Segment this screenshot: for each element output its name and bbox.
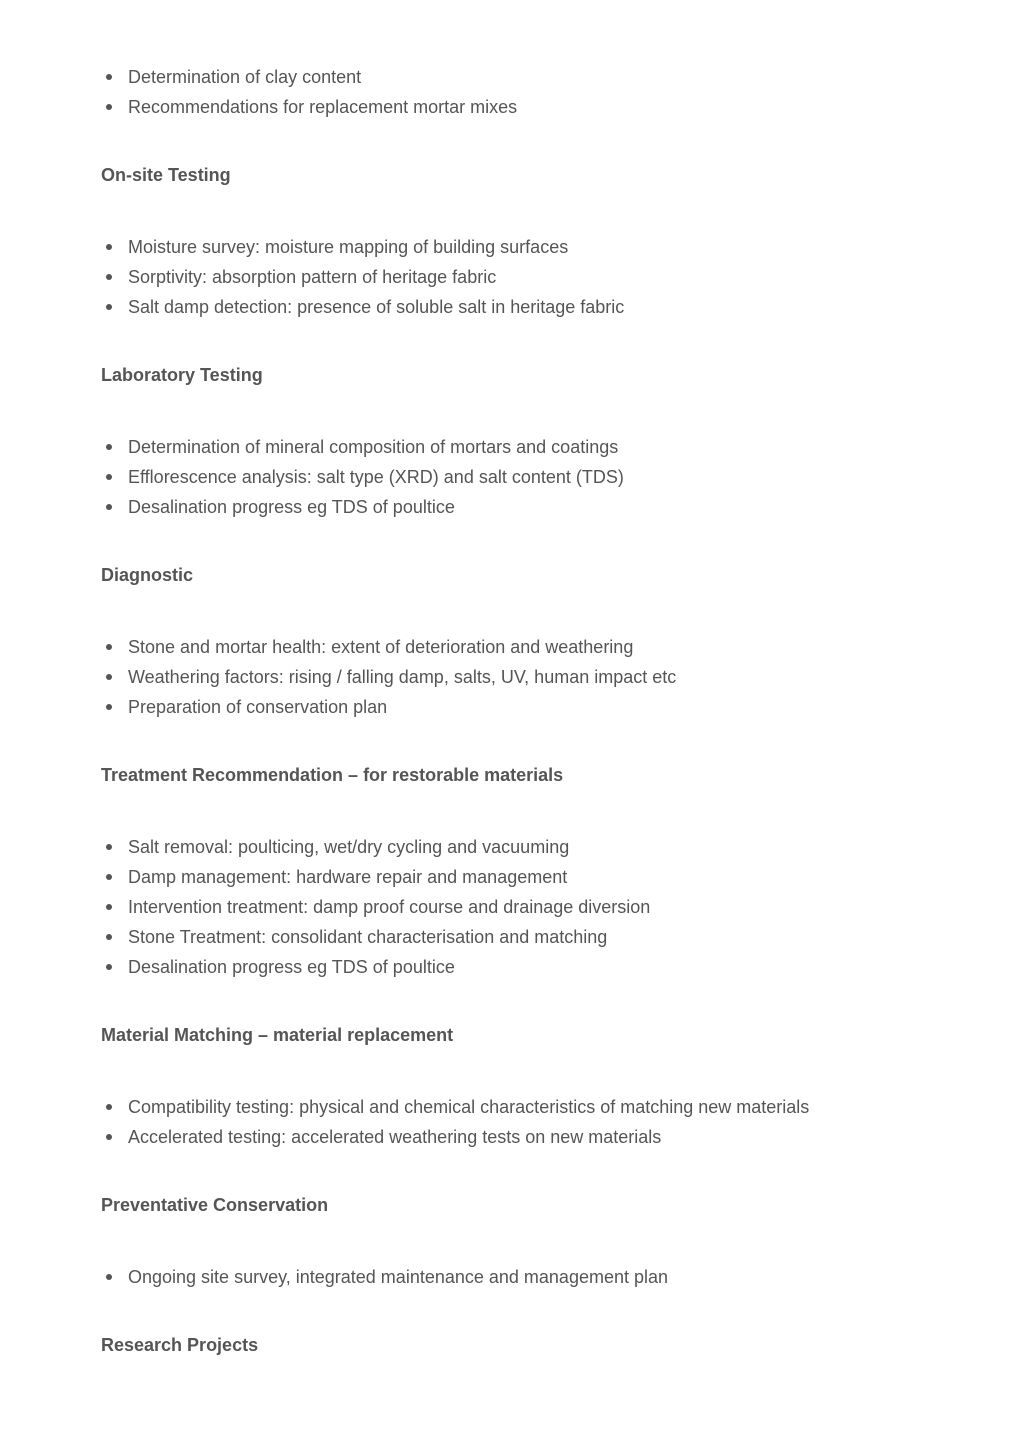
bullet-icon [106, 704, 112, 710]
list-item-text: Preparation of conservation plan [128, 697, 388, 717]
bullet-icon [106, 274, 112, 280]
section-heading-preventative-conservation: Preventative Conservation [101, 1195, 329, 1215]
list-item [101, 922, 981, 952]
list-item-text: Recommendations for replacement mortar mixes [128, 97, 518, 117]
list-item-text: Salt removal: poulticing, wet/dry cycling and vacuuming [128, 837, 570, 857]
list-item [101, 262, 981, 292]
bullet-icon [106, 244, 112, 250]
list-item [101, 662, 981, 692]
list-item-text: Intervention treatment: damp proof course and drainage diversion [128, 897, 651, 917]
bullet-icon [106, 1104, 112, 1110]
bullet-icon [106, 964, 112, 970]
list-item-text: Weathering factors: rising / falling damp, salts, UV, human impact etc [128, 667, 677, 687]
bullet-icon [106, 444, 112, 450]
material-matching-list [101, 1092, 981, 1152]
list-item-text: Stone and mortar health: extent of deterioration and weathering [128, 637, 634, 657]
list-item-text: Stone Treatment: consolidant characterisation and matching [128, 927, 608, 947]
bullet-icon [106, 1274, 112, 1280]
laboratory-testing-list [101, 432, 981, 522]
list-item-text: Efflorescence analysis: salt type (XRD) and salt content (TDS) [128, 467, 624, 487]
bullet-icon [106, 904, 112, 910]
bullet-icon [106, 874, 112, 880]
list-item [101, 692, 981, 722]
list-item [101, 232, 981, 262]
section-heading-on-site-testing: On-site Testing [101, 165, 231, 185]
list-item [101, 952, 981, 982]
bullet-icon [106, 934, 112, 940]
list-item-text: Desalination progress eg TDS of poultice [128, 957, 455, 977]
services-content [101, 62, 981, 1358]
list-item [101, 432, 981, 462]
list-item [101, 632, 981, 662]
list-item [101, 832, 981, 862]
bullet-icon [106, 304, 112, 310]
list-item [101, 462, 981, 492]
list-item-text: Desalination progress eg TDS of poultice [128, 497, 455, 517]
bullet-icon [106, 644, 112, 650]
list-item [101, 492, 981, 522]
intro-list [101, 62, 981, 122]
bullet-icon [106, 844, 112, 850]
list-item [101, 92, 981, 122]
section-heading-material-matching: Material Matching – material replacement [101, 1025, 454, 1045]
list-item [101, 292, 981, 322]
list-item-text: Salt damp detection: presence of soluble salt in heritage fabric [128, 297, 625, 317]
bullet-icon [106, 104, 112, 110]
bullet-icon [106, 504, 112, 510]
preventative-conservation-list [101, 1262, 981, 1292]
bullet-icon [106, 74, 112, 80]
bullet-icon [106, 1134, 112, 1140]
section-heading-treatment-recommendation: Treatment Recommendation – for restorable materials [101, 765, 564, 785]
list-item-text: Ongoing site survey, integrated maintenance and management plan [128, 1267, 669, 1287]
list-item [101, 1122, 981, 1152]
list-item-text: Determination of mineral composition of mortars and coatings [128, 437, 619, 457]
list-item-text: Compatibility testing: physical and chemical characteristics of matching new materials [128, 1097, 810, 1117]
list-item [101, 1092, 981, 1122]
list-item-text: Moisture survey: moisture mapping of building surfaces [128, 237, 569, 257]
diagnostic-list [101, 632, 981, 722]
list-item-text: Accelerated testing: accelerated weathering tests on new materials [128, 1127, 662, 1147]
bullet-icon [106, 474, 112, 480]
treatment-recommendation-list [101, 832, 981, 982]
bullet-icon [106, 674, 112, 680]
section-heading-research-projects: Research Projects [101, 1335, 259, 1355]
list-item [101, 62, 981, 92]
list-item [101, 862, 981, 892]
section-heading-diagnostic: Diagnostic [101, 565, 194, 585]
list-item-text: Sorptivity: absorption pattern of heritage fabric [128, 267, 497, 287]
section-heading-laboratory-testing: Laboratory Testing [101, 365, 263, 385]
list-item-text: Damp management: hardware repair and management [128, 867, 568, 887]
on-site-testing-list [101, 232, 981, 322]
list-item [101, 1262, 981, 1292]
list-item [101, 892, 981, 922]
list-item-text: Determination of clay content [128, 67, 362, 87]
